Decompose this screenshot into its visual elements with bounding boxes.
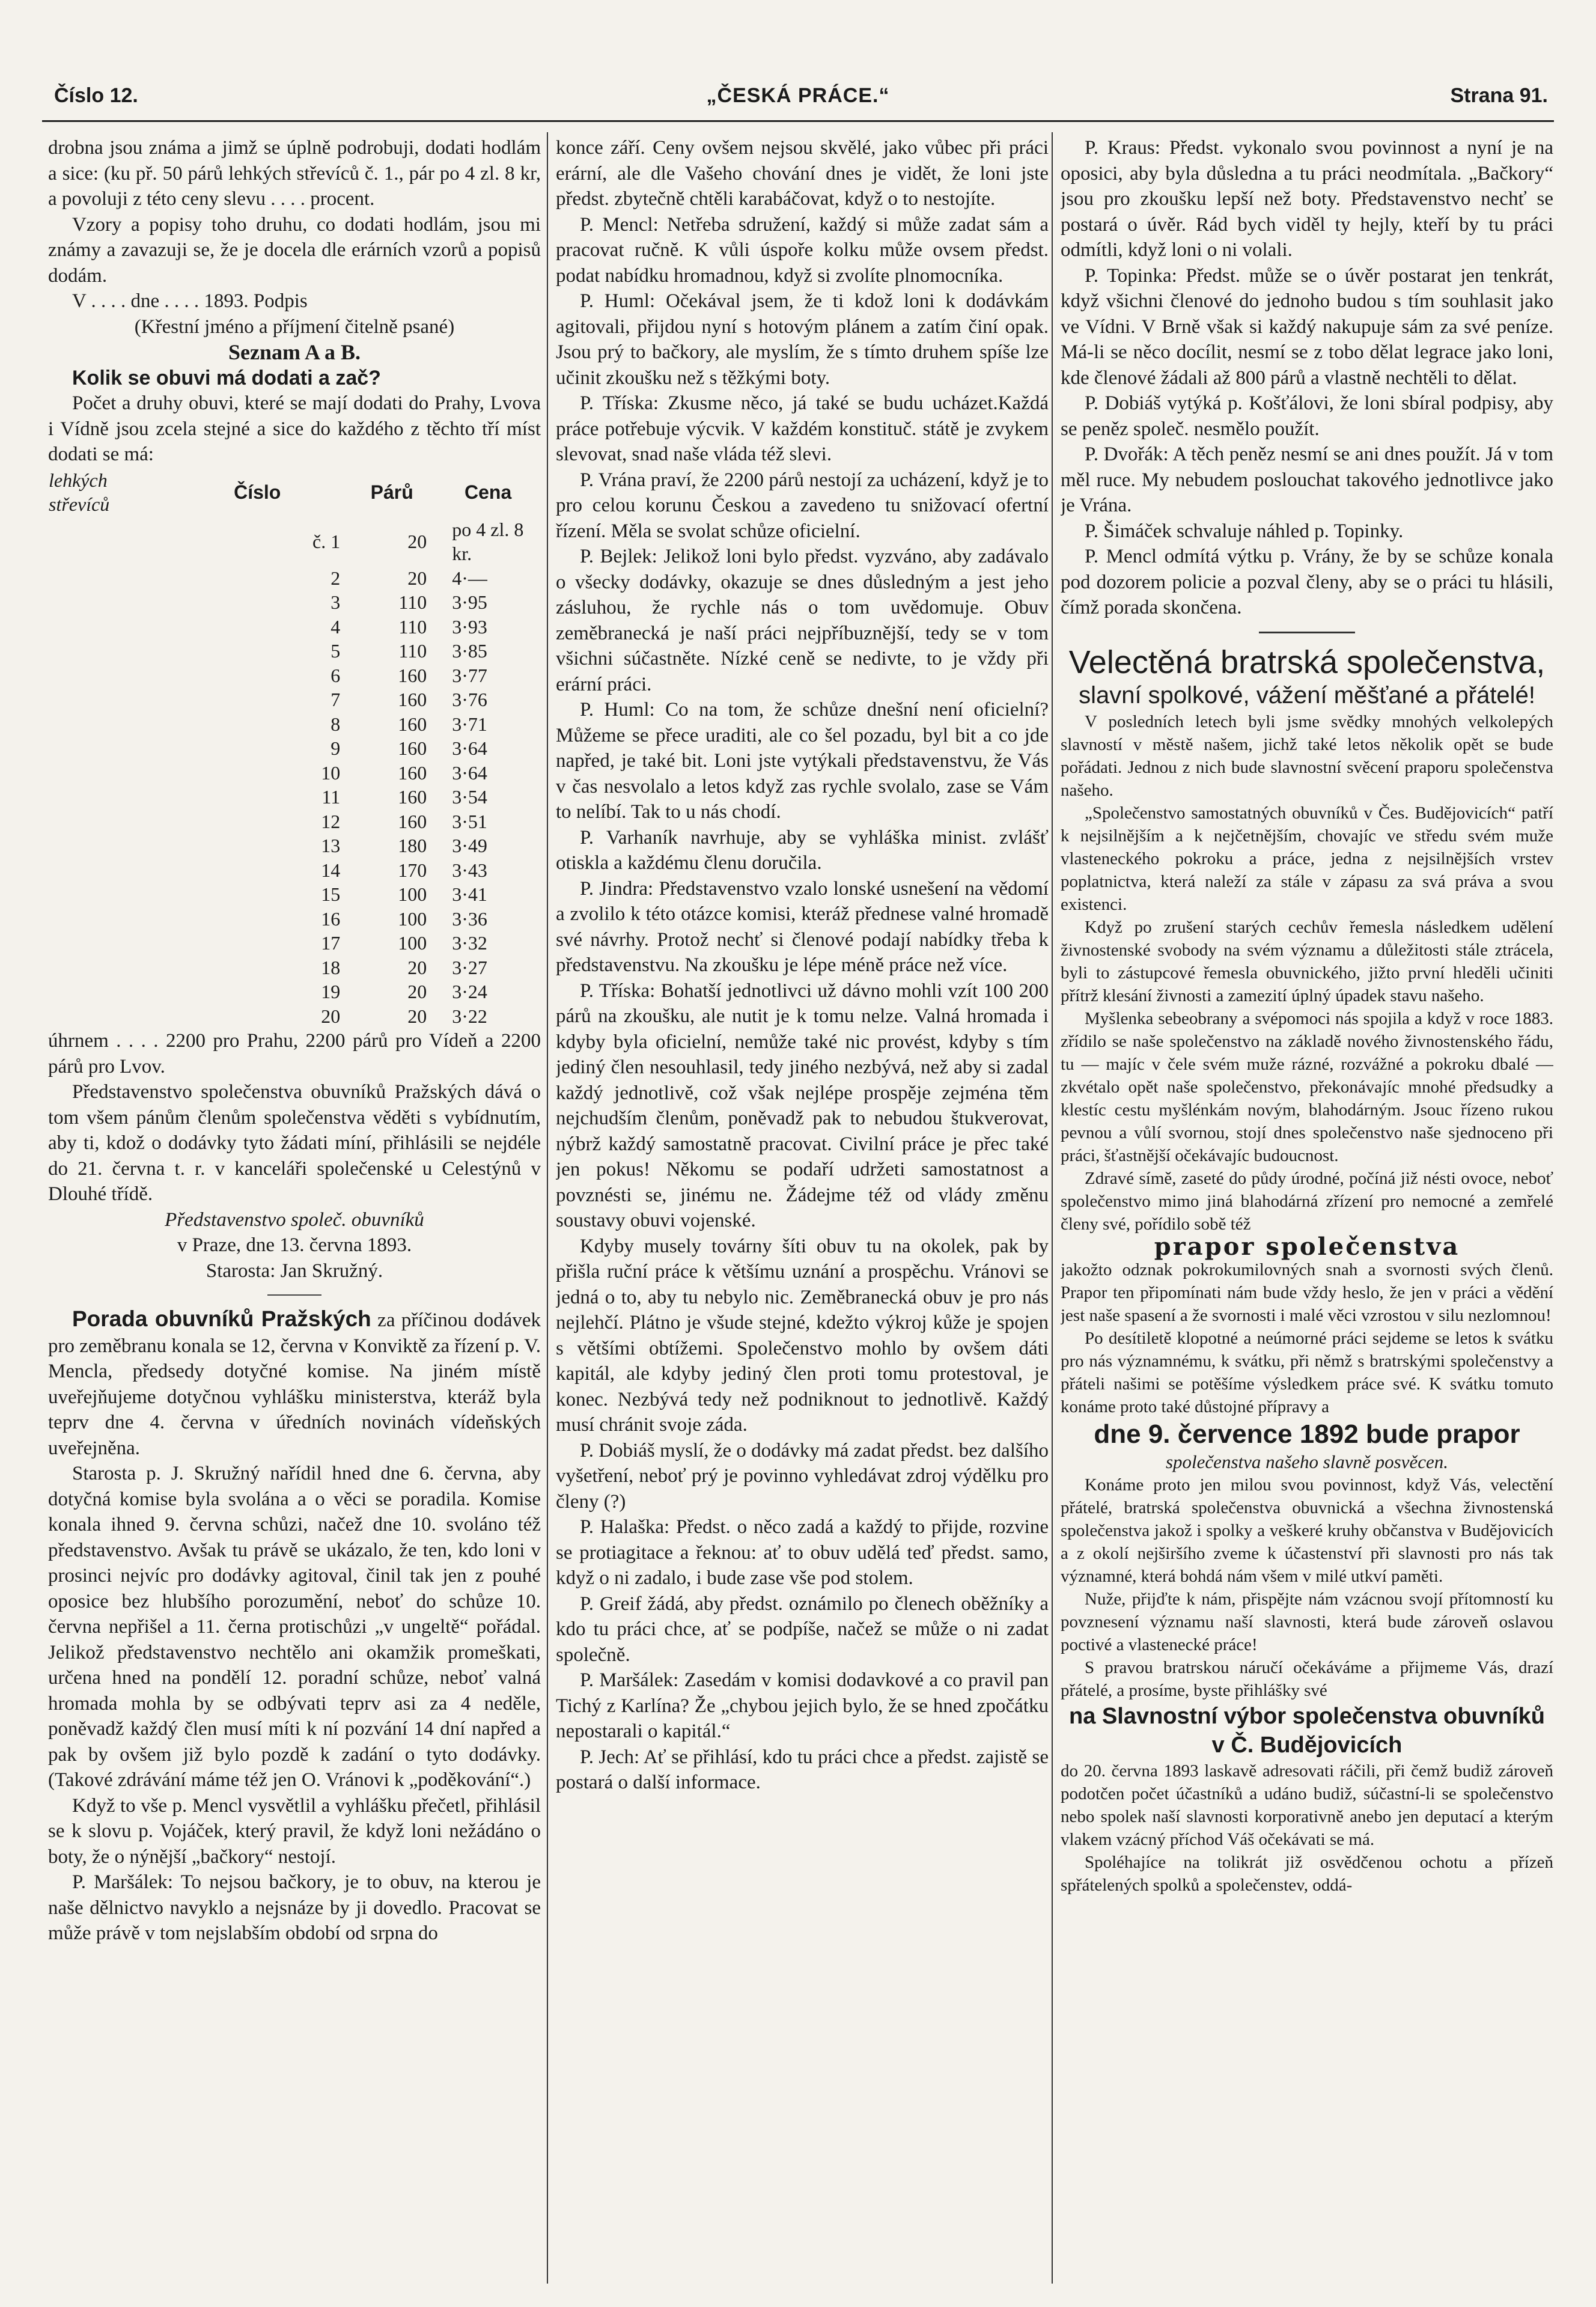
article-lead: [48, 1306, 541, 1461]
table-label: lehkých střevíců: [49, 469, 110, 515]
column-divider-2: [1052, 132, 1053, 2284]
table-row: [48, 834, 541, 858]
table-cell: 20: [407, 956, 427, 978]
table-cell: 160: [398, 713, 427, 735]
table-cell: 180: [398, 835, 427, 856]
table-spacer: [48, 517, 166, 566]
table-cell: 3·36: [452, 907, 487, 930]
table-spacer: [48, 834, 166, 858]
table-cell: 110: [398, 615, 427, 638]
paragraph: P. Jech: Ať se přihlásí, kdo tu práci chce a předst. zajistě se postará o další informace.: [556, 1746, 1049, 1793]
table-cell: 3·77: [452, 664, 487, 686]
table-cell: 18: [321, 956, 341, 978]
table-cell: 110: [398, 640, 427, 662]
banner-heading: prapor společenstva: [1154, 1232, 1460, 1261]
table-cell: 14: [321, 859, 341, 881]
signature-note: (Křestní jméno a příjmení čitelně psané): [134, 315, 455, 338]
table-header-row: [48, 468, 541, 517]
column-1: [48, 135, 541, 2281]
event-heading: dne 9. července 1892 bude prapor: [1094, 1419, 1520, 1449]
table-cell: 3·32: [452, 932, 487, 954]
table-spacer: [48, 1004, 166, 1029]
table-spacer: [48, 615, 166, 639]
article-title: Porada obuvníků Pražských: [72, 1306, 371, 1331]
table-cell: 20: [407, 981, 427, 1002]
signature-line: Představenstvo společ. obuvníků: [165, 1208, 424, 1231]
table-spacer: [48, 663, 166, 688]
table-cell: 160: [398, 761, 427, 784]
table-cell: 3·95: [452, 591, 487, 613]
paragraph: konce září. Ceny ovšem nejsou skvělé, jako vůbec při práci erární, ale dle Vašeho chování dnes je vidět, že loni jste předst. zbytečně chtěli karabáčovat, když o to nestojíte.: [556, 137, 1049, 210]
paragraph: Po desítiletě klopotné a neúmorné práci sejdeme se letos k svátku pro nás významnému, k svátku, při němž s bratrskými společenstvy a přáteli našimi se potěšíme výsledkem práce své. K svátku tomuto konáme proto také důstojné přípravy a: [1061, 1328, 1553, 1416]
table-cell: 3·76: [452, 689, 487, 710]
announcement-body: [1061, 710, 1553, 1897]
paragraph: P. Mencl: Netřeba sdružení, každý si může zadat sám a pracovat ručně. K vůli úspoře kolku může ovsem předst. podat nabídku hromadnou, když si zvolíte plnomocníka.: [556, 213, 1049, 287]
table-cell: 17: [321, 932, 341, 954]
table-row: [48, 687, 541, 712]
table-cell: 160: [398, 786, 427, 808]
paragraph: P. Dobiáš myslí, že o dodávky má zadat předst. bez dalšího vyšetření, neboť prý je povinno vyhledávat zdroj výdělku pro členy (?): [556, 1439, 1049, 1513]
table-spacer: [48, 907, 166, 931]
table-spacer: [48, 955, 166, 980]
column-divider-1: [547, 132, 548, 2284]
paragraph: P. Dvořák: A těch peněz nesmí se ani dnes použít. Já v tom měl ruce. My nebudem poslouchat takového jednotlivce jako je Vrána.: [1061, 443, 1553, 516]
table-cell: 4: [330, 615, 341, 638]
paragraph: Spoléhajíce na tolikrát již osvědčenou ochotu a přízeň spřátelených spolků a společenstev, oddá-: [1061, 1852, 1553, 1895]
table-row: [48, 590, 541, 615]
table-cell: 8: [330, 713, 341, 735]
paragraph: Starosta p. J. Skružný nařídil hned dne 6. června, aby dotyčná komise byla svolána a o věci se poradila. Komise konala ihned 9. června schůzi, načež dne 10. svoláno též představenstvo. Avšak tu právě se ukázalo, že ten, kdo loni v prosinci nejvíc pro dodávky agitoval, činil tak jen z pouhé oposice bez hlubšího porozumění, neboť do schůze 10. června nepřišel a 11. černa protischůzi „v ungeltě“ pořádal. Jelikož představenstvo nechtělo ani okamžik promeškati, určena hned na pondělí 12. poradní schůze, neboť valná hromada mohla by se odbývati teprv asi za 4 neděle, poněvadž každý člen musí míti k ní pozvání 14 dní napřed a pak by ovšem již bylo pozdě k zadání o tyto dodávky. (Takové zdrávání máme též jen O. Vránovi k „poděkování“.): [48, 1463, 541, 1791]
table-cell: 6: [330, 664, 341, 686]
place-date-line: V . . . . dne . . . . 1893. Podpis: [72, 290, 308, 312]
table-cell: 10: [321, 761, 341, 784]
paragraph: P. Bejlek: Jelikož loni bylo předst. vyzváno, aby zadávalo o všecky dodávky, okazuje se dnes důsledným a jest jeho zásluhou, že rychle nás o tom uvědomuje. Obuv zeměbranecká je naší práci nejpříbuznější, tedy se v tom všichni súčastněte. Nízké ceně se nedivte, to je vždy při erární práci.: [556, 546, 1049, 695]
table-row: [48, 809, 541, 834]
paragraph: P. Dobiáš vytýká p. Košťálovi, že loni sbíral podpisy, aby se peněz společ. nesmělo použít.: [1061, 392, 1553, 440]
table-cell: 3·64: [452, 761, 487, 784]
table-cell: 100: [398, 932, 427, 954]
paragraph: S pravou bratrskou náručí očekáváme a přijmeme Vás, drazí přátelé, a prosíme, byste přihlášky své: [1061, 1657, 1553, 1700]
table-cell: 2: [330, 567, 341, 589]
paragraph: P. Maršálek: To nejsou bačkory, je to obuv, na kterou je naše dělnictvo navyklo a nejsnáze by ji dovedlo. Pracovat se může právě v tom nejslabším období od srpna do: [48, 1871, 541, 1944]
article-lead-text: za příčinou dodávek pro zeměbranu konala se 12, června v Konviktě za řízení p. V. Mencla, předsedy dotyčné komise. Na jiném místě uveřejňujeme dotyčnou vyhlášku ministerstva, kteráž byla teprv dne 4. června v úředních novinách vídeňských uveřejněna.: [48, 1309, 541, 1459]
table-cell: 160: [398, 664, 427, 686]
table-spacer: [48, 712, 166, 737]
paragraph: Představenstvo společenstva obuvníků Pražských dává o tom všem pánům členům společenstva věděti s vybídnutím, aby ti, kdož o dodávky tyto žádati míní, přihlásili se nejdéle do 21. června t. r. v kanceláři společenské u Celestýnů v Dlouhé třídě.: [48, 1081, 541, 1205]
paragraph: Počet a druhy obuvi, které se mají dodati do Prahy, Lvova i Vídně jsou zcela stejné a sice do každého z těchto tří míst dodati se má:: [48, 392, 541, 465]
table-cell: 20: [407, 567, 427, 589]
table-row: [48, 615, 541, 639]
table-spacer: [48, 736, 166, 761]
issue-number: Číslo 12.: [54, 84, 138, 107]
table-cell: 3·24: [452, 981, 487, 1002]
price-table: [48, 468, 541, 1029]
paragraph: P. Topinka: Předst. může se o úvěr postarat jen tenkrát, když všichni členové do jednoho budou s tím souhlasit jako ve Vídni. V Brně však si každý nakupuje sám za své peníze. Má-li se něco docílit, nesmí se z tobo dělat legrace jako loni, kde členové žádali až 800 párů a vlastně nechtěli to dělat.: [1061, 264, 1553, 389]
table-row: [48, 858, 541, 883]
table-row: [48, 907, 541, 931]
question-heading: Kolik se obuvi má dodati a zač?: [72, 366, 381, 389]
table-row: [48, 882, 541, 907]
paragraph: Když to vše p. Mencl vysvětlil a vyhlášku přečetl, přihlásil se k slovu p. Vojáček, který pravil, že když loni nežádáno o boty, že o nýnější „bačkory“ nestojí.: [48, 1794, 541, 1868]
table-cell: 20: [407, 530, 427, 552]
header-rule: [42, 120, 1554, 122]
paragraph: Konáme proto jen milou svou povinnost, když Vás, velectění přátelé, bratrská společenstva obuvnická a všechna živnostenská společenstva jakož i spolky a veškeré kruhy občanstva v Budějovicích a z okolí nejširšího zveme k účastenství při slavnosti pro nás tak významné, která bohdá nám všem v milé utkví paměti.: [1061, 1475, 1553, 1586]
list-heading: Seznam A a B.: [228, 340, 361, 364]
table-spacer: [48, 590, 166, 615]
paragraph: P. Maršálek: Zasedám v komisi dodavkové a co pravil pan Tichý z Karlína? Že „chybou jejich bylo, že se hned zpočátku nepostarali o kapitál.“: [556, 1669, 1049, 1742]
newspaper-title: „ČESKÁ PRÁCE.“: [706, 84, 890, 107]
paragraph: Myšlenka sebeobrany a svépomoci nás spojila a když v roce 1883. zřídilo se naše společenstvo na základě nového živnostenského řádu, tu — majíc v čele svém muže rázné, rozvážné a pokroku dbalé — zkvétalo opět naše společenstvo, překonávajíc mnohé předsudky a klestíc cestu myšlénkám novým, blahodárným. Jsouc řízeno rukou pevnou a vůlí svornou, stojí dnes společenstvo naše sjednoceno při práci, šťastnější očekávajíc budoucnost.: [1061, 1008, 1553, 1165]
paragraph: P. Greif žádá, aby předst. oznámilo po členech oběžníky a kdo tu práci chce, ať se podpíše, načež se může o ni zadat společně.: [556, 1592, 1049, 1666]
paragraph: P. Varhaník navrhuje, aby se vyhláška minist. zvlášť otiskla a každému členu doručila.: [556, 826, 1049, 874]
table-cell: 4·—: [452, 567, 487, 589]
table-row: [48, 1004, 541, 1029]
table-row: [48, 736, 541, 761]
table-cell: 3: [330, 591, 341, 613]
paragraph: Vzory a popisy toho druhu, co dodati hodlám, jsou mi známy a zavazuji se, že je docela dle erárních vzorů a popisů dodám.: [48, 213, 541, 287]
table-spacer: [48, 566, 166, 591]
column-3: [1061, 135, 1553, 2281]
table-cell: 3·64: [452, 737, 487, 759]
table-spacer: [48, 882, 166, 907]
table-row: [48, 517, 541, 566]
table-cell: 160: [398, 689, 427, 710]
paragraph: P. Huml: Co na tom, že schůze dnešní není oficielní? Můžeme se přece uraditi, ale co šel pozadu, byl bit a co jde napřed, je také bit. Loni jste vytýkali představenstvu, že Vás v čas nesvolalo a letos když zas rychle svolalo, zase se Vám to nelíbí. Tak to u nás chodí.: [556, 699, 1049, 823]
table-cell: 3·22: [452, 1005, 487, 1027]
paragraph: P. Mencl odmítá výtku p. Vrány, že by se schůze konala pod dozorem policie a pozval členy, aby se o práci tu hlásili, čímž porada skončena.: [1061, 546, 1553, 618]
column-header: Párů: [370, 481, 413, 503]
table-spacer: [48, 809, 166, 834]
signature-line: Starosta: Jan Skružný.: [206, 1260, 383, 1282]
paragraph: Zdravé símě, zaseté do půdy úrodné, počíná již nésti ovoce, neboť společenstvo mimo jiná blahodárná zřízení pro nemocné a zemřelé členy své, pořídilo sobě též: [1061, 1168, 1553, 1234]
paragraph: Nuže, přijďte k nám, přispějte nám vzácnou svojí přítomností ku povznesení významu naší slavnosti, která bude zároveň oslavou poctivé a vlastenecké práce!: [1061, 1589, 1553, 1654]
paragraph: P. Huml: Očekával jsem, že ti kdož loni k dodávkám agitovali, přijdou nyní s hotovým plánem a zatím činí opak. Jsou prý to bačkory, ale myslím, že s tímto druhem spíše lze učinit zkoušku než s těžkými boty.: [556, 290, 1049, 389]
table-cell: 11: [321, 786, 341, 808]
table-cell: 3·49: [452, 835, 487, 856]
table-cell: 3·43: [452, 859, 487, 881]
paragraph: V posledních letech byli jsme svědky mnohých velkolepých slavností v městě našem, jichž také letos několik opět se bude pořádati. Jednou z nich bude slavnostní svěcení praporu společenstva našeho.: [1061, 712, 1553, 800]
paragraph: P. Tříska: Bohatší jednotlivci už dávno mohli vzít 100 200 párů na zkoušku, ale nutit je k tomu nelze. Valná hromada i kdyby byla oficielní, nemůže také nic provést, kdyby s tím jediný člen nesouhlasil, tedy jiného nezbývá, než aby si zadal každý jednotlivě, což však nejlépe prospěje zejména těm nejchudším členům, poněvadž pak to nebudou štukverovat, nýbrž každý samostatně pracovat. Civilní práce je přec také jen pokus! Někomu se podaří udržeti samostatnost a povznésti se, jinému ne. Žádejme též od vlády změnu soustavy obuvi vojenské.: [556, 980, 1049, 1231]
paragraph: Kdyby musely továrny šíti obuv tu na okolek, pak by přišla ruční práce k většímu uznání a prospěchu. Vránovi se jedná o to, aby tu nebylo nic. Zeměbranecká obuv je pro nás nejlehčí. Plátno je všude stejné, kdežto výkroj kůže je spojen s většími obtížemi. Společenstvo mohlo by ovšem dáti kapitál, ale kdyby jediný člen proti tomu protestoval, je konec. Nezbývá tedy než podniknout to jednotlivě. Každý musí chránit svoje záda.: [556, 1235, 1049, 1436]
table-row: [48, 761, 541, 785]
column-2: [556, 135, 1049, 2281]
total-line: úhrnem . . . . 2200 pro Prahu, 2200 párů pro Vídeň a 2200 párů pro Lvov.: [48, 1030, 541, 1077]
table-cell: 3·51: [452, 810, 487, 832]
table-spacer: [48, 687, 166, 712]
table-cell: 3·41: [452, 883, 487, 905]
signature-line: v Praze, dne 13. června 1893.: [177, 1234, 412, 1256]
paragraph: jakožto odznak pokrokumilovných snah a svornosti svých členů. Prapor ten připomínati nám bude vždy heslo, že jen v práci a vědění jest naše spasení a že svornosti i malé věci vzrostou v silu nezlomnou!: [1061, 1260, 1553, 1325]
table-spacer: [48, 858, 166, 883]
table-cell: 100: [398, 883, 427, 905]
paragraph: drobna jsou známa a jimž se úplně podrobuji, dodati hodlám a sice: (ku př. 50 párů lehkých střevíců č. 1., pár po 4 zl. 8 kr, a povoluji z této ceny slevu . . . . procent.: [48, 137, 541, 210]
table-cell: 3·27: [452, 956, 487, 978]
table-row: [48, 639, 541, 663]
table-cell: 160: [398, 810, 427, 832]
table-row: [48, 931, 541, 955]
paragraph: do 20. června 1893 laskavě adresovati ráčili, při čemž budiž zároveň podotčen počet účastníků a udáno budiž, súčastní-li se společenstvo nebo spolek naší slavnosti korporativně anebo jen deputací a kterým vlakem vzácný příchod Váš očekávati se má.: [1061, 1761, 1553, 1849]
table-cell: 20: [321, 1005, 341, 1027]
table-cell: 170: [398, 859, 427, 881]
table-cell: 3·93: [452, 615, 487, 638]
table-cell: 5: [330, 640, 341, 662]
announcement-title: Velectěná bratrská společenstva,: [1068, 644, 1546, 680]
table-cell: 16: [321, 907, 341, 930]
table-cell: 12: [321, 810, 341, 832]
table-cell: 100: [398, 907, 427, 930]
table-cell: 13: [321, 835, 341, 856]
column-header: Číslo: [234, 481, 281, 503]
table-spacer: [48, 980, 166, 1004]
table-row: [48, 663, 541, 688]
table-cell: 3·85: [452, 640, 487, 662]
page-number: Strana 91.: [1450, 84, 1548, 107]
separator: [267, 1294, 321, 1296]
paragraph: P. Šimáček schvaluje náhled p. Topinky.: [1085, 520, 1404, 542]
table-spacer: [48, 785, 166, 809]
table-cell: 3·54: [452, 786, 487, 808]
table-spacer: [48, 761, 166, 785]
paragraph: P. Kraus: Předst. vykonalo svou povinnost a nyní je na oposici, aby byla důsledna a tu práci neodmítala. „Bačkory“ jsou pro zkoušku lepší než boty. Představenstvo nechť se postará o úvěr. Rád bych viděl ty hejly, kteří by tu práci odmítli, když loni o ni volali.: [1061, 137, 1553, 261]
paragraph: P. Vrána praví, že 2200 párů nestojí za ucházení, když je to pro celou korunu Českou a zavedeno tu snižovací ofertní řízení. Měla se svolat schůze oficielní.: [556, 469, 1049, 542]
paragraph: P. Jindra: Představenstvo vzalo lonské usnešení na vědomí a zvolilo k této otázce komisi, kteráž přednese valné hromadě své návrhy. Protož nechť si členové podají nabídky třeba k představenstvu. Na zkoušku je lépe méně práce než více.: [556, 877, 1049, 976]
table-spacer: [48, 639, 166, 663]
paragraph: „Společenstvo samostatných obuvníků v Čes. Budějovicích“ patří k nejsilnějším a k nejčetnějším, chovajíc ve středu svém muže vlasteneckého pokroku a práce, jedna z nejsilnějších vrstev poplatnictva, která naleží za stále v zápasu za svá práva a svou existenci.: [1061, 803, 1553, 914]
table-row: [48, 955, 541, 980]
table-cell: 19: [321, 981, 341, 1002]
price-table-body: [48, 517, 541, 1029]
committee-heading: na Slavnostní výbor společenstva obuvníků v Č. Budějovicích: [1069, 1703, 1545, 1758]
separator: [1259, 632, 1355, 633]
event-subheading: společenstva našeho slavně posvěcen.: [1165, 1451, 1448, 1472]
paragraph: P. Tříska: Zkusme něco, já také se budu ucházet.Každá práce potřebuje výcvik. V každém konstituč. státě je zvykem slevovat, snad naše vláda též slevi.: [556, 392, 1049, 465]
page-header: [42, 84, 1554, 120]
paragraph: P. Halaška: Předst. o něco zadá a každý to přijde, rozvine se protiagitace a řeknou: ať to obuv udělá teď předst. samo, když o ni zadalo, i bude zase vše pod stolem.: [556, 1516, 1049, 1589]
table-cell: 9: [330, 737, 341, 759]
table-row: [48, 980, 541, 1004]
table-cell: 15: [321, 883, 341, 905]
paragraph: Když po zrušení starých cechův řemesla následkem udělení živnostenské svobody na svém významu a důležitosti stále ztrácela, byli to zástupcové řemesla obuvnického, jižto první hleděli učiniti přítrž klesání živnosti a zamezití úplný úpadek stavu našeho.: [1061, 917, 1553, 1005]
column-header: Cena: [464, 481, 512, 503]
table-cell: 160: [398, 737, 427, 759]
announcement-subtitle: slavní spolkové, vážení měšťané a přátelé!: [1079, 681, 1535, 709]
table-cell: č. 1: [312, 530, 341, 552]
table-cell: po 4 zl. 8 kr.: [452, 518, 524, 564]
table-cell: 7: [330, 689, 341, 710]
table-cell: 3·71: [452, 713, 487, 735]
table-row: [48, 566, 541, 591]
table-row: [48, 712, 541, 737]
table-cell: 20: [407, 1005, 427, 1027]
table-spacer: [48, 931, 166, 955]
table-row: [48, 785, 541, 809]
table-cell: 110: [398, 591, 427, 613]
